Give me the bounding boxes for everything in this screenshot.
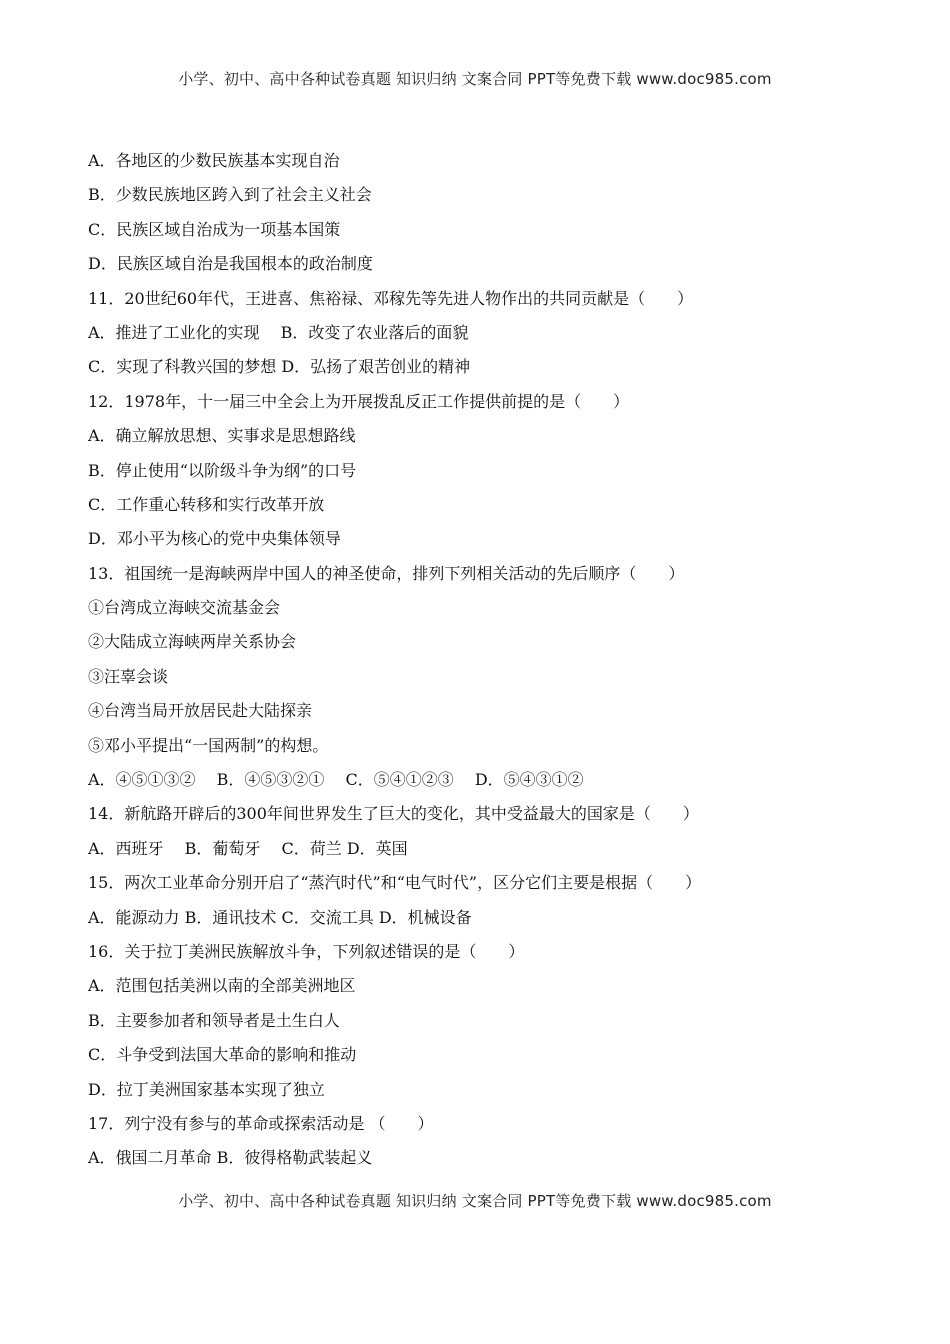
- option-line: A．范围包括美洲以南的全部美洲地区: [88, 976, 356, 996]
- option-line: C．实现了科教兴国的梦想 D．弘扬了艰苦创业的精神: [88, 357, 471, 377]
- option-line: C．斗争受到法国大革命的影响和推动: [88, 1045, 357, 1065]
- option-line: C．工作重心转移和实行改革开放: [88, 494, 325, 514]
- question-16: 16．关于拉丁美洲民族解放斗争，下列叙述错误的是（ ）: [88, 941, 525, 961]
- option-line: A．俄国二月革命 B．彼得格勒武装起义: [88, 1148, 373, 1168]
- option-line: D．拉丁美洲国家基本实现了独立: [88, 1079, 325, 1099]
- question-11: 11．20世纪60年代，王进喜、焦裕禄、邓稼先等先进人物作出的共同贡献是（ ）: [88, 288, 694, 308]
- option-line: D．民族区域自治是我国根本的政治制度: [88, 254, 373, 274]
- option-line: A．西班牙 B．葡萄牙 C．荷兰 D．英国: [88, 838, 408, 858]
- question-12: 12．1978年，十一届三中全会上为开展拨乱反正工作提供前提的是（ ）: [88, 391, 630, 411]
- option-line: A．各地区的少数民族基本实现自治: [88, 151, 340, 170]
- event-item: ⑤邓小平提出“一国两制”的构想。: [88, 735, 329, 755]
- option-line: C．民族区域自治成为一项基本国策: [88, 219, 341, 239]
- option-line: A．确立解放思想、实事求是思想路线: [88, 426, 356, 446]
- question-13: 13．祖国统一是海峡两岸中国人的神圣使命，排列下列相关活动的先后顺序（ ）: [88, 563, 685, 583]
- event-item: ①台湾成立海峡交流基金会: [88, 598, 281, 618]
- page-header: 小学、初中、高中各种试卷真题 知识归纳 文案合同 PPT等免费下载 www.doc985.com: [178, 70, 772, 88]
- event-item: ③汪辜会谈: [88, 666, 169, 686]
- page-footer: 小学、初中、高中各种试卷真题 知识归纳 文案合同 PPT等免费下载 www.doc985.com: [178, 1192, 772, 1210]
- question-17: 17．列宁没有参与的革命或探索活动是 （ ）: [88, 1113, 434, 1133]
- option-line: A．④⑤①③② B．④⑤③②① C．⑤④①②③ D．⑤④③①②: [88, 770, 584, 790]
- option-line: A．推进了工业化的实现 B．改变了农业落后的面貌: [88, 322, 469, 342]
- option-line: B．停止使用“以阶级斗争为纲”的口号: [88, 460, 357, 480]
- question-14: 14．新航路开辟后的300年间世界发生了巨大的变化，其中受益最大的国家是（ ）: [88, 804, 699, 824]
- exam-content: [88, 144, 868, 1176]
- option-line: B．主要参加者和领导者是土生白人: [88, 1010, 340, 1030]
- option-line: B．少数民族地区跨入到了社会主义社会: [88, 185, 372, 205]
- option-line: A．能源动力 B．通讯技术 C．交流工具 D．机械设备: [88, 907, 472, 927]
- event-item: ②大陆成立海峡两岸关系协会: [88, 632, 297, 652]
- question-15: 15．两次工业革命分别开启了“蒸汽时代”和“电气时代”，区分它们主要是根据（ ）: [88, 873, 702, 893]
- event-item: ④台湾当局开放居民赴大陆探亲: [88, 701, 313, 721]
- option-line: D．邓小平为核心的党中央集体领导: [88, 529, 341, 549]
